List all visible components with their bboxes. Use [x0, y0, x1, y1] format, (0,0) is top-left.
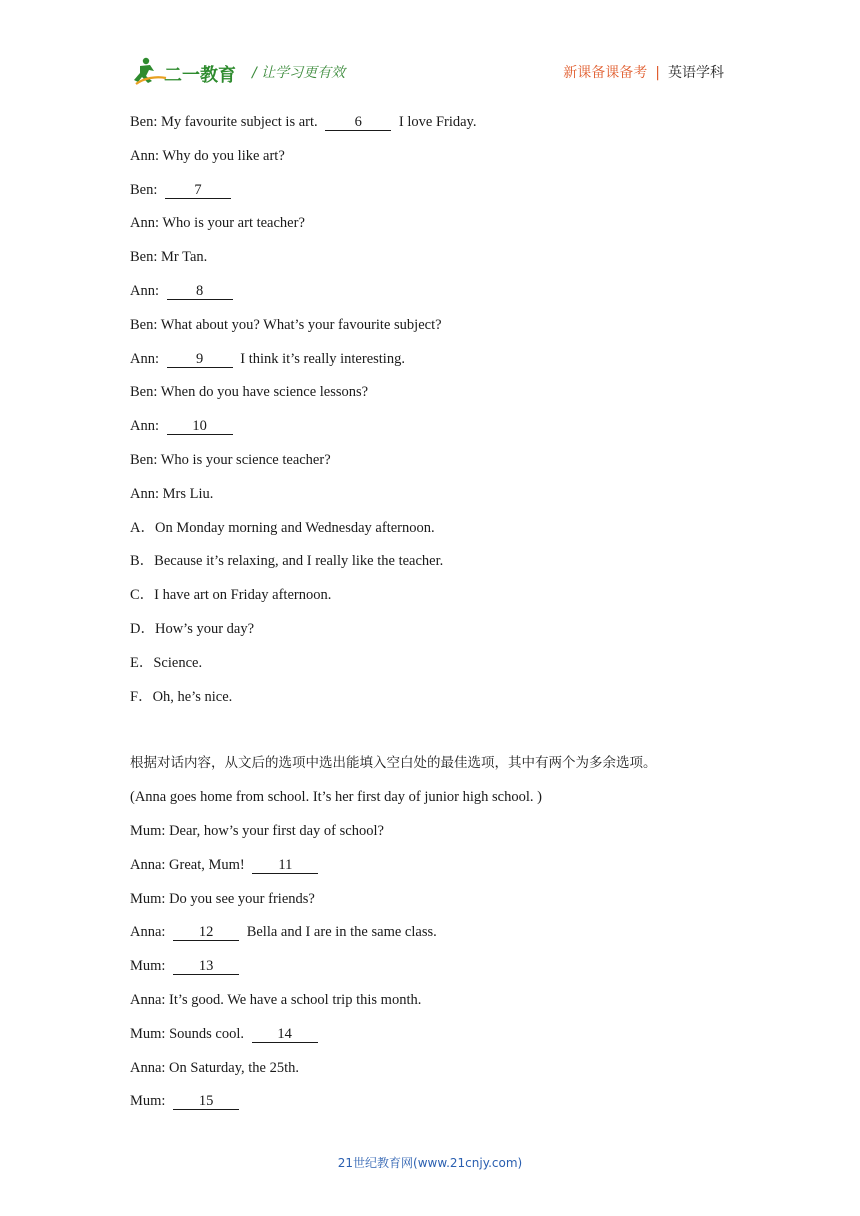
line-text: Mum: Do you see your friends? — [130, 890, 315, 907]
answer-blank[interactable]: 10 — [167, 418, 233, 435]
option-item: E．Science. — [130, 654, 203, 671]
answer-blank[interactable]: 6 — [325, 114, 391, 131]
dialogue-line — [130, 855, 750, 889]
line-text: Ben: What about you? What’s your favourite subject? — [130, 316, 442, 333]
page-header — [130, 54, 730, 90]
document-body — [130, 112, 750, 1125]
dialogue-line — [130, 956, 750, 990]
dialogue-line — [130, 1024, 750, 1058]
line-text: Mum: Dear, how’s your first day of school? — [130, 822, 384, 839]
answer-blank[interactable]: 8 — [167, 283, 233, 300]
line-text: Anna: — [130, 924, 170, 941]
logo-text: 二一教育 — [164, 65, 236, 86]
answer-blank[interactable]: 14 — [252, 1026, 318, 1043]
dialogue-2 — [130, 787, 750, 1125]
dialogue-line — [130, 146, 750, 180]
answer-blank[interactable]: 11 — [252, 857, 318, 874]
line-text-after: I think it’s really interesting. — [236, 350, 405, 367]
line-text: Anna: It’s good. We have a school trip this month. — [130, 991, 422, 1008]
line-text-after: I love Friday. — [395, 114, 477, 130]
option-item: A．On Monday morning and Wednesday afternoon. — [130, 519, 435, 536]
line-text: Ann: Why do you like art? — [130, 147, 285, 164]
answer-blank[interactable]: 13 — [173, 958, 239, 975]
dialogue-line — [130, 112, 750, 146]
line-text-after: Bella and I are in the same class. — [243, 924, 437, 941]
answer-blank[interactable]: 9 — [167, 351, 233, 368]
answer-blank[interactable]: 15 — [173, 1093, 239, 1110]
options-1 — [130, 518, 750, 721]
dialogue-1 — [130, 112, 750, 518]
dialogue-line — [130, 281, 750, 315]
line-text: Mum: — [130, 1093, 170, 1110]
line-text: Ben: Who is your science teacher? — [130, 451, 331, 468]
line-text: Mum: Sounds cool. — [130, 1025, 248, 1042]
dialogue-line — [130, 349, 750, 383]
option-item: B．Because it’s relaxing, and I really like the teacher. — [130, 553, 444, 570]
dialogue-line — [130, 213, 750, 247]
dialogue-line — [130, 180, 750, 214]
dialogue-line — [130, 247, 750, 281]
logo — [130, 54, 240, 90]
line-text: Mum: — [130, 958, 170, 975]
dialogue-line — [130, 484, 750, 518]
footer-source: 21世纪教育网(www.21cnjy.com) — [337, 1156, 523, 1170]
dialogue-line — [130, 315, 750, 349]
header-subject: 英语学科 — [668, 65, 724, 81]
instruction-2: 根据对话内容，从文后的选项中选出能填入空白处的最佳选项，其中有两个为多余选项。 — [130, 755, 657, 772]
line-text: Ben: When do you have science lessons? — [130, 384, 369, 401]
runner-icon — [134, 58, 166, 84]
dialogue-line — [130, 1091, 750, 1125]
line-text: Anna: On Saturday, the 25th. — [130, 1059, 300, 1076]
header-separator: | — [655, 65, 660, 81]
dialogue-line — [130, 450, 750, 484]
dialogue-line — [130, 787, 750, 821]
dialogue-line — [130, 821, 750, 855]
dialogue-line — [130, 382, 750, 416]
line-text: Ben: My favourite subject is art. — [130, 114, 322, 130]
dialogue-line — [130, 416, 750, 450]
header-title: 新课备课备考 — [563, 65, 648, 81]
dialogue-line — [130, 990, 750, 1024]
answer-blank[interactable]: 12 — [173, 924, 239, 941]
line-text: Ann: Mrs Liu. — [130, 485, 214, 502]
option-item: D．How’s your day? — [130, 620, 255, 637]
line-text: Ann: — [130, 418, 163, 435]
slogan: / 让学习更有效 — [252, 65, 346, 81]
line-text: Anna: Great, Mum! — [130, 856, 249, 873]
answer-blank[interactable]: 7 — [165, 182, 231, 199]
dialogue-line — [130, 922, 750, 956]
line-text: Ann: Who is your art teacher? — [130, 215, 305, 232]
dialogue-line — [130, 1058, 750, 1092]
header-right — [563, 62, 724, 82]
section-gap — [130, 720, 750, 753]
option-item: C．I have art on Friday afternoon. — [130, 587, 332, 604]
line-text: (Anna goes home from school. It’s her first day of junior high school. ) — [130, 789, 542, 806]
line-text: Ann: — [130, 282, 163, 299]
line-text: Ben: Mr Tan. — [130, 249, 208, 266]
line-text: Ben: — [130, 181, 162, 198]
option-item: F．Oh, he’s nice. — [130, 688, 233, 705]
line-text: Ann: — [130, 350, 163, 367]
dialogue-line — [130, 889, 750, 923]
